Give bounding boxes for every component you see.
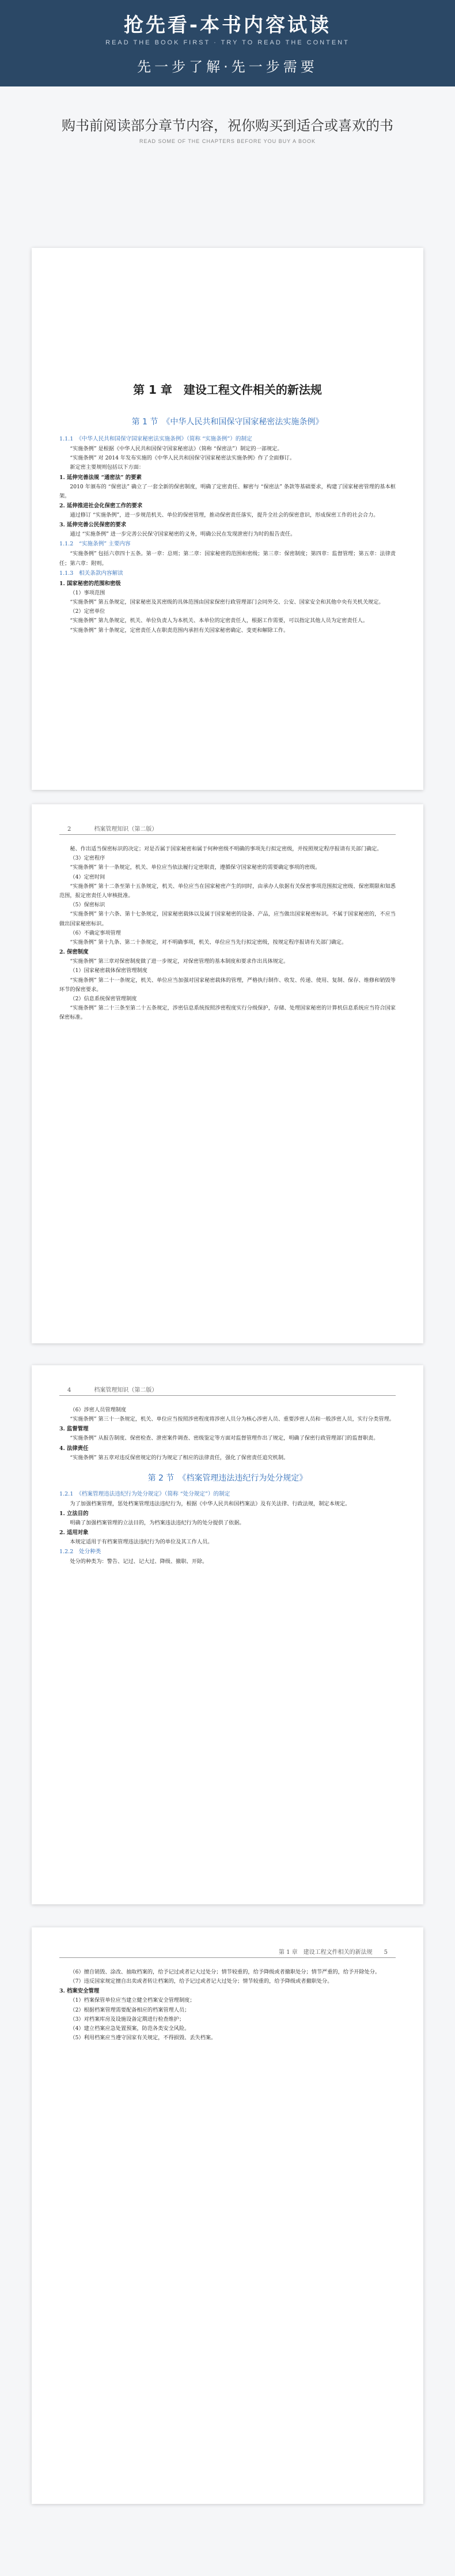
chapter-title: 第 1 章 建设工程文件相关的新法规 <box>133 383 322 397</box>
section-title: 第 2 节 《档案管理违法违纪行为处分规定》 <box>147 1473 308 1483</box>
banner-subtitle-en: READ THE BOOK FIRST · TRY TO READ THE CONTENT <box>105 39 350 46</box>
item-heading: 3. 档案安全管理 <box>59 1988 100 1995</box>
paragraph: “实施条例” 是根据《中华人民共和国保守国家秘密法》（简称 “保密法”）制定的一部规定。 <box>70 446 283 452</box>
item-heading: 1. 立法目的 <box>59 1511 89 1517</box>
paragraph: 新定密主要规则包括以下方面： <box>70 464 145 471</box>
page-header <box>59 824 396 835</box>
subsection-heading: 1.1.3 相关条款内容解读 <box>59 570 123 577</box>
banner-slogan: 先一步了解·先一步需要 <box>137 59 318 75</box>
item-heading: 2. 延伸推进社会化保密工作的要求 <box>59 503 143 510</box>
paragraph: （4）建立档案应急处置预案，防范各类安全风险。 <box>70 2025 190 2032</box>
paragraph: （1）档案保管单位应当建立健全档案安全管理制度； <box>70 1997 195 2004</box>
intro-text-en: READ SOME OF THE CHAPTERS BEFORE YOU BUY A BOOK <box>139 138 316 144</box>
paragraph: 通过修订 “实施条例”，进一步规范机关、单位的保密管理，推动保密责任落实，提升全社会的保密意识，形成保密工作的社会合力。 <box>70 512 379 519</box>
paragraph: “实施条例” 第十六条、第十七条规定，国家秘密载体以及属于国家秘密的设备、产品，应当做出国家秘密标识。不属于国家秘密的，不应当做出国家秘密标识。 <box>59 911 396 927</box>
paragraph: （7）违反国家规定擅自出卖或者转让档案的，给予记过或者记大过处分；情节较重的，给予降级或者撤职处分。 <box>70 1978 333 1985</box>
paragraph: （5）保密标识 <box>70 902 105 909</box>
section-title: 第 1 节 《中华人民共和国保守国家秘密法实施条例》 <box>131 417 324 427</box>
paragraph: “实施条例” 第二十三条至第二十五条规定，涉密信息系统按照涉密程度实行分级保护，存储、处理国家秘密的计算机信息系统应当符合国家保密标准。 <box>59 1005 396 1021</box>
paragraph: 2010 年颁布的 “保密法” 确立了一套全新的保密制度，明确了定密责任、解密与 “保密法” 条款等基础要求，构建了国家秘密管理的基本框架。 <box>59 483 396 499</box>
top-banner <box>0 0 455 86</box>
page-header-text: 第 1 章 建设工程文件相关的新法规 5 <box>278 1949 388 1956</box>
paragraph: 本规定适用于有档案管理违法违纪行为的单位及其工作人员。 <box>70 1539 213 1546</box>
paragraph: （4）定密时间 <box>70 873 105 880</box>
paragraph: “实施条例” 第五章对违反保密规定的行为规定了相应的法律责任，强化了保密责任追究机制。 <box>70 1454 289 1461</box>
item-heading: 4. 法律责任 <box>59 1445 89 1452</box>
item-heading: 2. 适用对象 <box>59 1530 89 1536</box>
book-page-3 <box>32 1365 423 1904</box>
paragraph: “实施条例” 第九条规定，机关、单位负责人为本机关、本单位的定密责任人，根据工作需要，可以指定其他人员为定密责任人。 <box>70 617 369 624</box>
paragraph: （6）擅自销毁、涂改、抽取档案的，给予记过或者记大过处分；情节较重的，给予降级或者撤职处分；情节严重的，给予开除处分。 <box>70 1969 381 1975</box>
paragraph: 秘、作出适当保密标识的决定；对是否属于国家秘密和属于何种密级不明确的事项先行拟定密级，并按照规定程序报请有关部门确定。 <box>70 846 382 852</box>
subsection-heading: 1.2.1 《档案管理违法违纪行为处分规定》（简称 “处分规定”）的制定 <box>59 1490 230 1497</box>
paragraph: “实施条例” 第十条规定，定密责任人在职责范围内承担有关国家秘密确定、变更和解除工作。 <box>70 627 289 634</box>
paragraph: “实施条例” 第五条规定，国家秘密及其密级的具体范围由国家保密行政管理部门会同外交、公安、国家安全和其他中央有关机关规定。 <box>70 599 384 606</box>
paragraph: “实施条例” 第十二条至第十五条规定，机关、单位应当在国家秘密产生的同时，由承办人依据有关保密事项范围拟定密级、保密期限和知悉范围，报定密责任人审核批准。 <box>59 883 396 899</box>
subsection-heading: 1.2.2 处分种类 <box>59 1549 101 1556</box>
paragraph: （2）信息系统保密管理制度 <box>70 996 137 1003</box>
paragraph: “实施条例” 第十一条规定，机关、单位应当依法履行定密职责，遵循保守国家秘密的需要确定事项的密级。 <box>70 864 321 871</box>
page-header <box>59 1947 396 1958</box>
paragraph: 明确了加强档案管理的立法目的，为档案违法违纪行为的处分提供了依据。 <box>70 1520 245 1527</box>
paragraph: “实施条例” 第二十一条规定，机关、单位应当加强对国家秘密载体的管理，严格执行制作、收发、传递、使用、复制、保存、维修和销毁等环节的保密要求。 <box>59 977 396 993</box>
paragraph: （6）不确定事项管理 <box>70 929 121 936</box>
paragraph: （5）利用档案应当遵守国家有关规定，不得损毁、丢失档案。 <box>70 2035 217 2042</box>
subsection-heading: 1.1.2 “实施条例” 主要内容 <box>59 541 131 548</box>
item-heading: 3. 延伸完善公民保密的要求 <box>59 522 127 529</box>
book-page-4 <box>32 1927 423 2504</box>
paragraph: 为了加强档案管理，惩处档案管理违法违纪行为，根据《中华人民共和国档案法》及有关法律、行政法规，制定本规定。 <box>70 1500 351 1507</box>
paragraph: “实施条例” 包括六章四十五条。第一章：总则；第二章：国家秘密的范围和密级；第三章：保密制度；第四章：监督管理；第五章：法律责任；第六章：附则。 <box>59 551 396 567</box>
paragraph: 通过 “实施条例” 进一步完善公民保守国家秘密的义务，明确公民在发现泄密行为时的报告责任。 <box>70 531 296 538</box>
paragraph: （2）根据档案管理需要配备相应的档案管理人员； <box>70 2006 190 2013</box>
banner-title: 抢先看-本书内容试读 <box>123 14 332 37</box>
paragraph: （1）国家秘密载体保密管理制度 <box>70 967 147 974</box>
paragraph: （3）对档案库房及设施设备定期进行检查维护； <box>70 2016 185 2023</box>
paragraph: （1）事项范围 <box>70 589 105 596</box>
paragraph: （6）涉密人员管理制度 <box>70 1407 127 1413</box>
item-heading: 2. 保密制度 <box>59 949 89 956</box>
intro-text: 购书前阅读部分章节内容，祝你购买到适合或喜欢的书 <box>62 118 393 134</box>
subsection-heading: 1.1.1 《中华人民共和国保守国家秘密法实施条例》（简称 “实施条例”）的制定 <box>59 436 252 442</box>
paragraph: （3）定密程序 <box>70 855 105 862</box>
item-heading: 1. 国家秘密的范围和密级 <box>59 580 121 587</box>
book-page-2 <box>32 804 423 1343</box>
page-header-text: 4 档案管理知识（第二版） <box>67 1387 158 1394</box>
paragraph: “实施条例” 对 2014 年发布实施的《中华人民共和国保守国家秘密法实施条例》作了全面修订。 <box>70 455 295 462</box>
paragraph: “实施条例” 第三章对保密制度做了进一步规定，对保密管理的基本制度和要求作出具体规定。 <box>70 958 289 965</box>
item-heading: 3. 监督管理 <box>59 1426 89 1433</box>
paragraph: “实施条例” 第三十一条规定，机关、单位应当按照涉密程度将涉密人员分为核心涉密人员、重要涉密人员和一般涉密人员，实行分类管理。 <box>70 1416 395 1423</box>
page-header <box>59 1385 396 1396</box>
item-heading: 1. 延伸完善法规 “通密法” 的要素 <box>59 474 142 481</box>
paragraph: 处分的种类为：警告、记过、记大过、降级、撤职、开除。 <box>70 1558 208 1565</box>
book-page-1 <box>32 248 423 790</box>
paragraph: “实施条例” 第十九条、第二十条规定，对不明确事项，机关、单位应当先行拟定密级，按规定程序报请有关部门确定。 <box>70 939 347 946</box>
paragraph: （2）定密单位 <box>70 608 105 615</box>
paragraph: “实施条例” 从报告制度、保密检查、泄密案件调查、密级鉴定等方面对监督管理作出了规定，明确了保密行政管理部门的监督职责。 <box>70 1435 379 1442</box>
page-header-text: 2 档案管理知识（第二版） <box>67 826 158 833</box>
